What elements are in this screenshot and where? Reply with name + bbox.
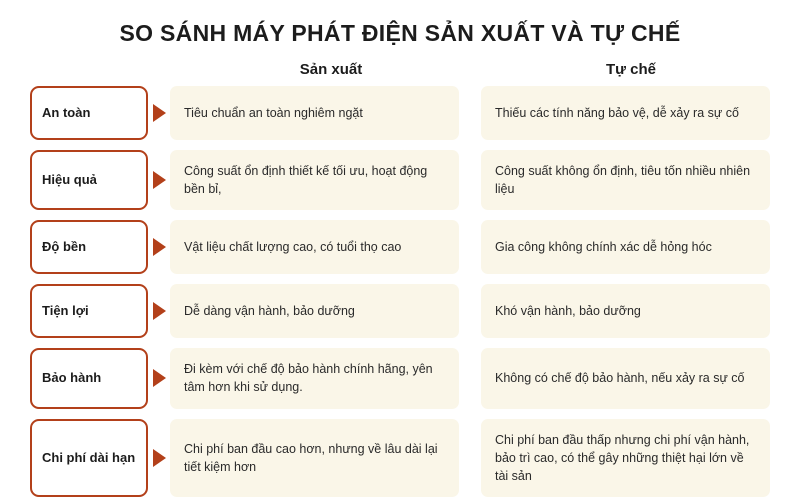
row-label: An toàn bbox=[42, 104, 91, 120]
row-label-cell bbox=[30, 150, 148, 210]
table-row bbox=[30, 86, 770, 140]
table-row bbox=[30, 150, 770, 210]
arrow-right-icon bbox=[153, 449, 166, 467]
arrow-right-icon bbox=[153, 302, 166, 320]
row-label: Tiện lợi bbox=[42, 303, 89, 319]
row-arrow bbox=[148, 150, 170, 210]
comparison-rows bbox=[0, 86, 800, 497]
row-label: Bảo hành bbox=[42, 370, 102, 386]
row-label-cell bbox=[30, 348, 148, 408]
row-arrow bbox=[148, 348, 170, 408]
row-value-left: Đi kèm với chế độ bảo hành chính hãng, yên tâm hơn khi sử dụng. bbox=[170, 348, 459, 408]
column-header-left: Sản xuất bbox=[299, 61, 363, 78]
row-value-right: Gia công không chính xác dễ hỏng hóc bbox=[481, 220, 770, 274]
row-value-left: Công suất ổn định thiết kế tối ưu, hoạt động bền bỉ, bbox=[170, 150, 459, 210]
row-label: Chi phí dài hạn bbox=[42, 449, 136, 465]
row-label-cell bbox=[30, 86, 148, 140]
row-value-left: Vật liệu chất lượng cao, có tuổi thọ cao bbox=[170, 220, 459, 274]
row-value-right: Khó vận hành, bảo dưỡng bbox=[481, 284, 770, 338]
row-label-cell bbox=[30, 284, 148, 338]
row-value-left: Tiêu chuẩn an toàn nghiêm ngặt bbox=[170, 86, 459, 140]
row-value-right: Thiếu các tính năng bảo vệ, dễ xảy ra sự cố bbox=[481, 86, 770, 140]
row-value-right: Không có chế độ bảo hành, nếu xảy ra sự cố bbox=[481, 348, 770, 408]
row-value-right: Công suất không ổn định, tiêu tốn nhiều nhiên liệu bbox=[481, 150, 770, 210]
row-label: Độ bền bbox=[42, 239, 87, 255]
header-arrow-spacer bbox=[170, 61, 192, 78]
column-header-right: Tự chế bbox=[605, 61, 657, 78]
table-row bbox=[30, 348, 770, 408]
row-arrow bbox=[148, 284, 170, 338]
column-headers bbox=[0, 61, 800, 78]
header-spacer bbox=[30, 61, 170, 78]
row-label-cell bbox=[30, 220, 148, 274]
row-label-cell bbox=[30, 419, 148, 497]
row-arrow bbox=[148, 419, 170, 497]
arrow-right-icon bbox=[153, 171, 166, 189]
row-value-left: Dễ dàng vận hành, bảo dưỡng bbox=[170, 284, 459, 338]
table-row bbox=[30, 284, 770, 338]
row-arrow bbox=[148, 220, 170, 274]
arrow-right-icon bbox=[153, 104, 166, 122]
row-value-left: Chi phí ban đầu cao hơn, nhưng về lâu dài lại tiết kiệm hơn bbox=[170, 419, 459, 497]
table-row bbox=[30, 419, 770, 497]
row-label: Hiệu quả bbox=[42, 172, 97, 187]
table-row bbox=[30, 220, 770, 274]
row-value-right: Chi phí ban đầu thấp nhưng chi phí vận hành, bảo trì cao, có thể gây những thiệt hại lớn về tài sản bbox=[481, 419, 770, 497]
arrow-right-icon bbox=[153, 238, 166, 256]
page-title: SO SÁNH MÁY PHÁT ĐIỆN SẢN XUẤT VÀ TỰ CHẾ bbox=[119, 20, 681, 46]
row-arrow bbox=[148, 86, 170, 140]
arrow-right-icon bbox=[153, 369, 166, 387]
